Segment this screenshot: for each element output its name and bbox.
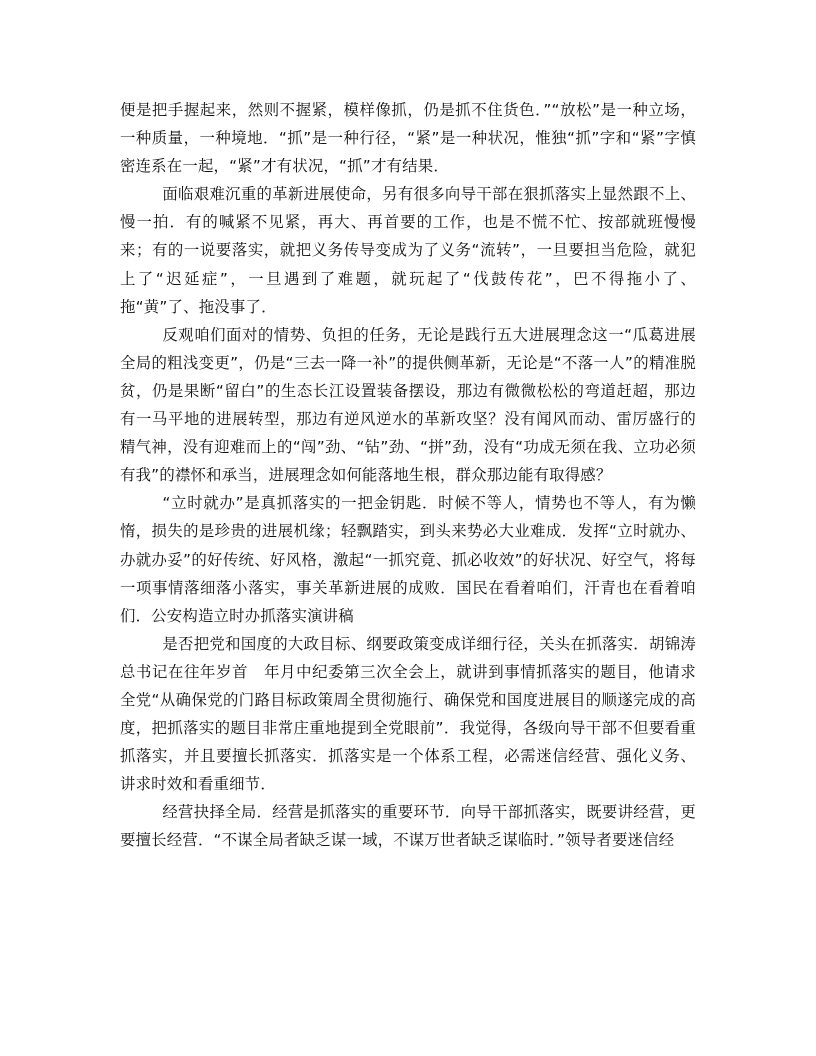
paragraph-6: 经营抉择全局．经营是抓落实的重要环节．向导干部抓落实，既要讲经营，更要擅长经营．“不谋全局者缺乏谋一域，不谋万世者缺乏谋临时．”领导者要迷信经 bbox=[120, 803, 696, 850]
document-page bbox=[120, 96, 696, 960]
paragraph-4: “立时就办”是真抓落实的一把金钥匙．时候不等人，情势也不等人，有为懒惰，损失的是珍贵的进展机缘；轻飘踏实，到头来势必大业难成．发挥“立时就办、办就办妥”的好传统、好风格，激起“一抓究竟、抓必收效”的好状况、好空气，将每一项事情落细落小落实，事关革新进展的成败．国民在看着咱们，汗青也在看着咱们．公安构造立时办抓落实演讲稿 bbox=[120, 494, 696, 625]
paragraph-5: 是否把党和国度的大政目标、纲要政策变成详细行径，关头在抓落实．胡锦涛总书记在往年岁首 年月中纪委第三次全会上，就讲到事情抓落实的题目，他请求全党“从确保党的门路目标政策周全贯彻施行、确保党和国度进展目的顺遂完成的高度，把抓落实的题目非常庄重地提到全党眼前”．我觉得，各级向导干部不但要看重抓落实，并且要擅长抓落实．抓落实是一个体系工程，必需迷信经营、强化义务、讲求时效和看重细节． bbox=[120, 634, 696, 794]
paragraph-2: 面临艰难沉重的革新进展使命，另有很多向导干部在狠抓落实上显然跟不上、慢一拍．有的喊紧不见紧，再大、再首要的工作，也是不慌不忙、按部就班慢慢来；有的一说要落实，就把义务传导变成为了义务“流转”，一旦要担当危险，就犯上了“迟延症”，一旦遇到了难题，就玩起了“伐鼓传花”，巴不得拖小了、拖“黄”了、拖没事了． bbox=[120, 185, 696, 316]
paragraph-1: 便是把手握起来，然则不握紧，模样像抓，仍是抓不住货色．”“放松”是一种立场，一种质量，一种境地．“抓”是一种行径，“紧”是一种状况，惟独“抓”字和“紧”字慎密连系在一起，“紧”才有状况，“抓”才有结果． bbox=[120, 101, 696, 176]
paragraph-3: 反观咱们面对的情势、负担的任务，无论是践行五大进展理念这一“瓜葛进展全局的粗浅变更”，仍是“三去一降一补”的提供侧革新，无论是“不落一人”的精准脱贫，仍是果断“留白”的生态长江设置装备摆设，那边有微微松松的弯道赶超，那边有一马平地的进展转型，那边有逆风逆水的革新攻坚？没有闻风而动、雷厉盛行的精气神，没有迎难而上的“闯”劲、“钻”劲、“拼”劲，没有“功成无须在我、立功必须有我”的襟怀和承当，进展理念如何能落地生根，群众那边能有取得感？ bbox=[120, 325, 696, 485]
